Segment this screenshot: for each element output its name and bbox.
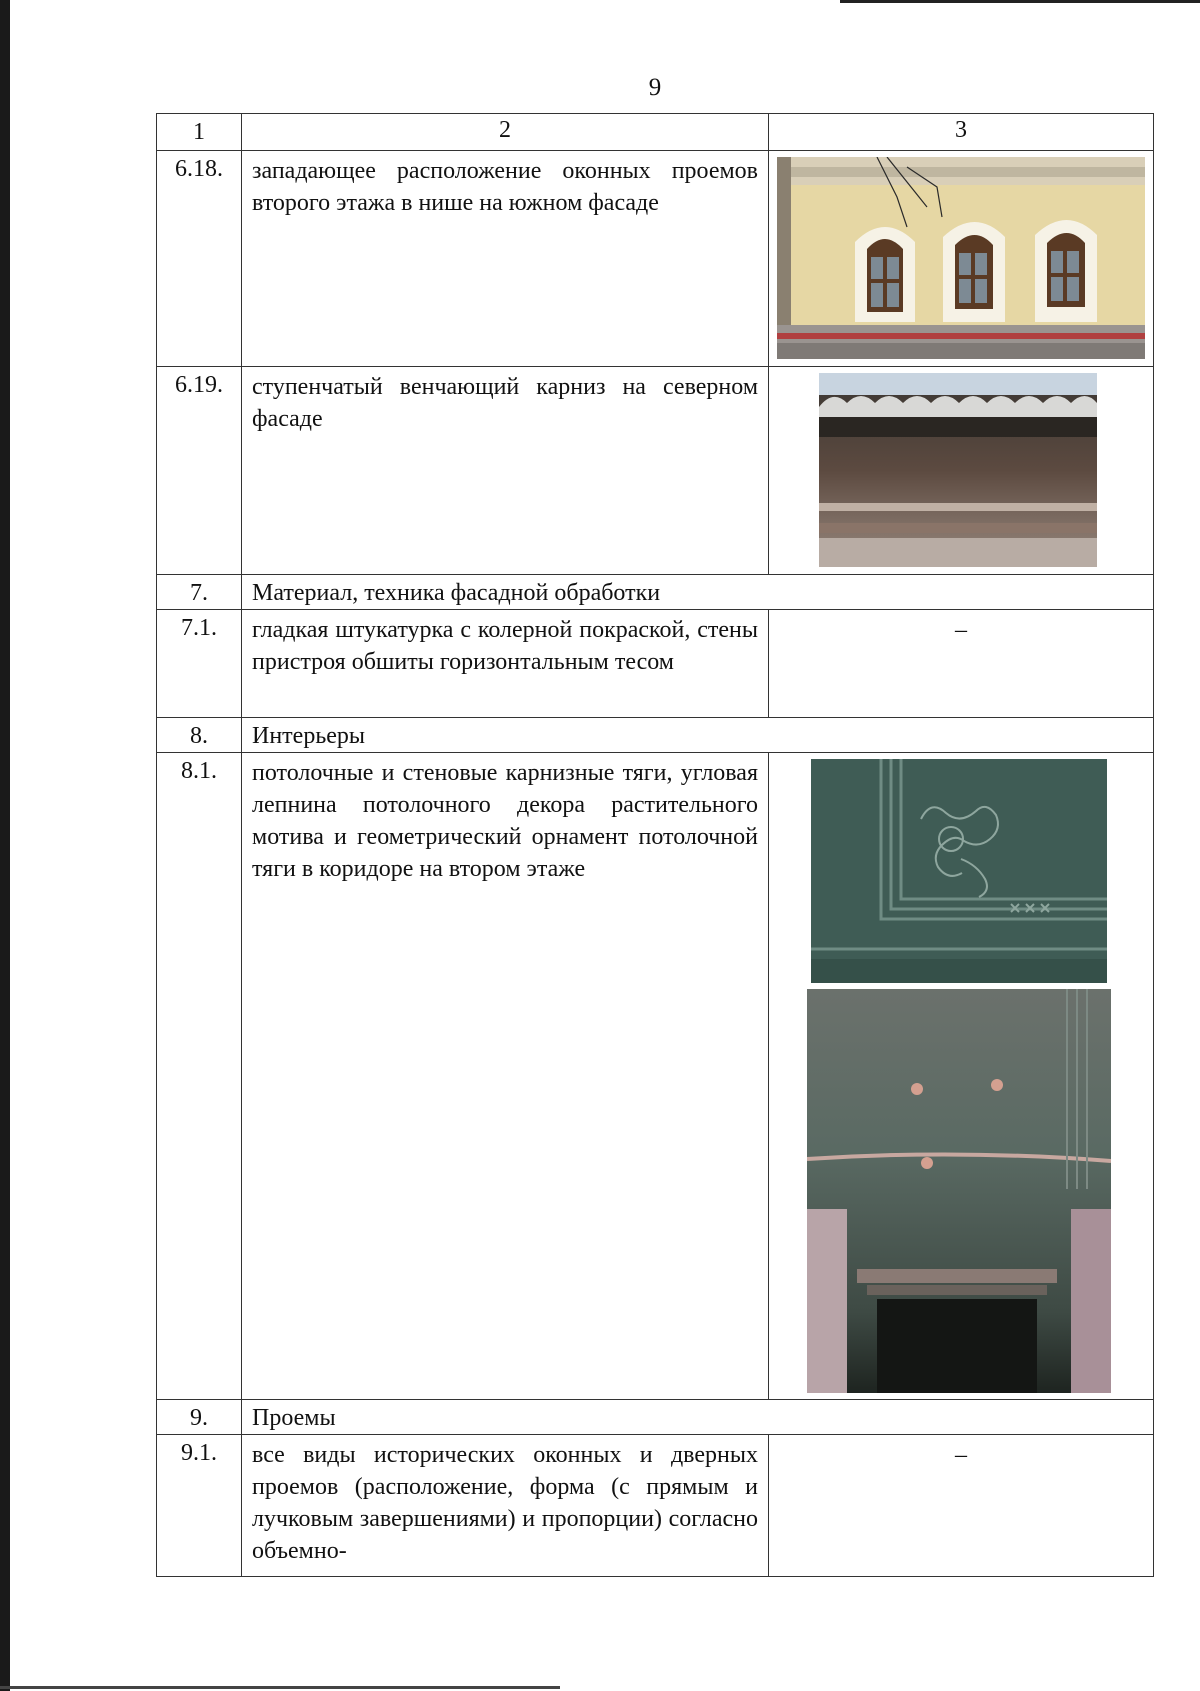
row-number: 7. [157,575,242,610]
row-number: 8.1. [157,753,242,1400]
row-number: 6.18. [157,151,242,367]
header-col-3: 3 [769,114,1154,151]
table-row [157,1435,1154,1577]
heritage-table [156,113,1154,1577]
table-row [157,367,1154,575]
ceiling-photos [769,753,1154,1400]
table-header-row [157,114,1154,151]
table-row [157,610,1154,718]
row-number: 8. [157,718,242,753]
row-text: потолочные и стеновые карнизные тяги, угловая лепнина потолочного декора растительного мотива и геометрический орнамент потолочной тяги в коридоре на втором этаже [242,753,769,1400]
ceiling-ornament-photo [811,759,1107,983]
section-title: Интерьеры [242,718,1154,753]
section-row [157,575,1154,610]
section-row [157,1400,1154,1435]
corridor-ceiling-photo [807,989,1111,1393]
row-number: 9. [157,1400,242,1435]
row-value: – [769,1435,1154,1577]
row-text: гладкая штукатурка с колерной покраской, стены пристроя обшиты горизонтальным тесом [242,610,769,718]
scan-edge-top [840,0,1200,3]
row-text: все виды исторических оконных и дверных проемов (расположение, форма (с прямым и лучковым завершениями) и пропорции) согласно объемно- [242,1435,769,1577]
section-title: Материал, техника фасадной обработки [242,575,1154,610]
scan-edge-left [0,0,10,1691]
table-row [157,753,1154,1400]
row-number: 7.1. [157,610,242,718]
section-title: Проемы [242,1400,1154,1435]
page-number: 9 [648,74,662,101]
row-text: западающее расположение оконных проемов второго этажа в нише на южном фасаде [242,151,769,367]
scan-edge-bottom [0,1686,560,1689]
header-col-2: 2 [242,114,769,151]
header-col-1: 1 [157,114,242,151]
row-number: 6.19. [157,367,242,575]
table-row [157,151,1154,367]
cornice-photo [769,367,1154,575]
row-text: ступенчатый венчающий карниз на северном фасаде [242,367,769,575]
section-row [157,718,1154,753]
row-number: 9.1. [157,1435,242,1577]
facade-windows-photo [769,151,1154,367]
row-value: – [769,610,1154,718]
